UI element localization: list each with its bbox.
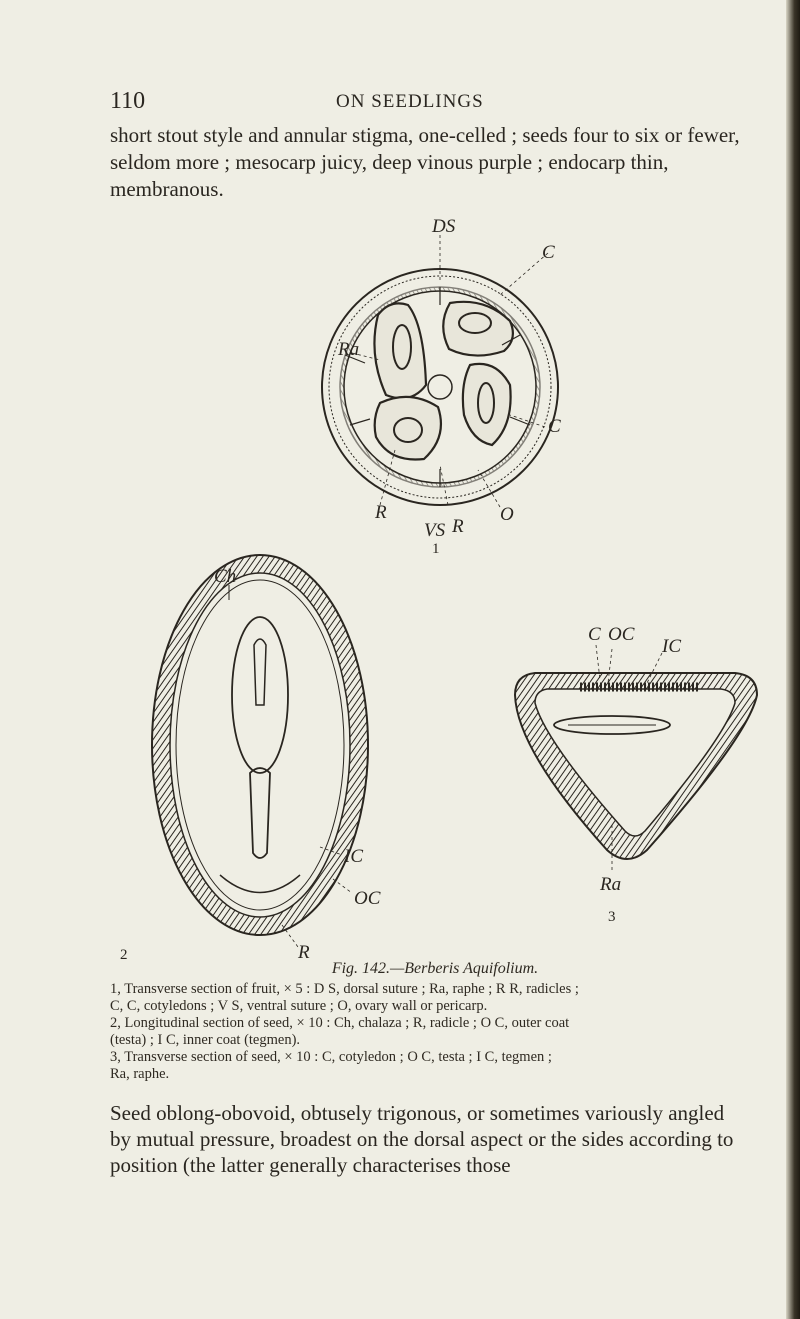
label-ic-panel2: IC: [344, 846, 363, 867]
caption-line: C, C, cotyledons ; V S, ventral suture ; O, ovary wall or pericarp.: [110, 998, 488, 1014]
panel-3-seed-transverse: [515, 645, 757, 873]
label-r-left: R: [375, 502, 387, 523]
panel-2-seed-longitudinal: [152, 555, 368, 947]
label-ds: DS: [432, 216, 456, 237]
figure-plate: [0, 216, 800, 963]
caption-line: 1, Transverse section of fruit, × 5 : D S, dorsal suture ; Ra, raphe ; R R, radicles ;: [110, 981, 579, 997]
body-paragraph: Seed oblong-obovoid, obtusely trigonous, or sometimes variously angled by mutual pressure, broadest on the dorsal aspect or the sides according to position (the latter generally characterises those: [110, 1101, 734, 1177]
label-c-panel3: C: [588, 624, 601, 645]
label-o: O: [500, 504, 514, 525]
label-ch: Ch: [214, 566, 237, 587]
panel-2-number: 2: [120, 947, 128, 963]
running-head: [0, 88, 800, 118]
caption-line: (testa) ; I C, inner coat (tegmen).: [110, 1032, 301, 1048]
label-vs: VS: [424, 520, 446, 541]
label-c-top: C: [542, 242, 555, 263]
figure-illustration: [0, 225, 800, 960]
label-ic-panel3: IC: [662, 636, 681, 657]
caption-line: Ra, raphe.: [110, 1066, 170, 1082]
panel-1-number: 1: [432, 541, 440, 557]
panel-1-fruit-section: [322, 235, 558, 507]
label-ra-panel1: Ra: [338, 339, 360, 360]
figure-caption: [110, 960, 760, 1083]
caption-line: 2, Longitudinal section of seed, × 10 : Ch, chalaza ; R, radicle ; O C, outer coat: [110, 1015, 570, 1031]
caption-line: 3, Transverse section of seed, × 10 : C, cotyledon ; O C, testa ; I C, tegmen ;: [110, 1049, 552, 1065]
page-number: 110: [110, 88, 146, 114]
label-oc-panel2: OC: [354, 888, 381, 909]
label-ra-panel3: Ra: [600, 874, 622, 895]
running-title: ON SEEDLINGS: [336, 91, 484, 112]
intro-paragraph: short stout style and annular stigma, one-celled ; seeds four to six or fewer, seldom more ; mesocarp juicy, deep vinous purple ; endocarp thin, membranous.: [110, 123, 740, 201]
label-r-panel2: R: [298, 942, 310, 963]
label-r-center: R: [452, 516, 464, 537]
label-c-right: C: [548, 416, 561, 437]
caption-title: Fig. 142.—Berberis Aquifolium.: [331, 960, 539, 977]
panel-3-number: 3: [608, 909, 616, 925]
label-oc-panel3: OC: [608, 624, 635, 645]
